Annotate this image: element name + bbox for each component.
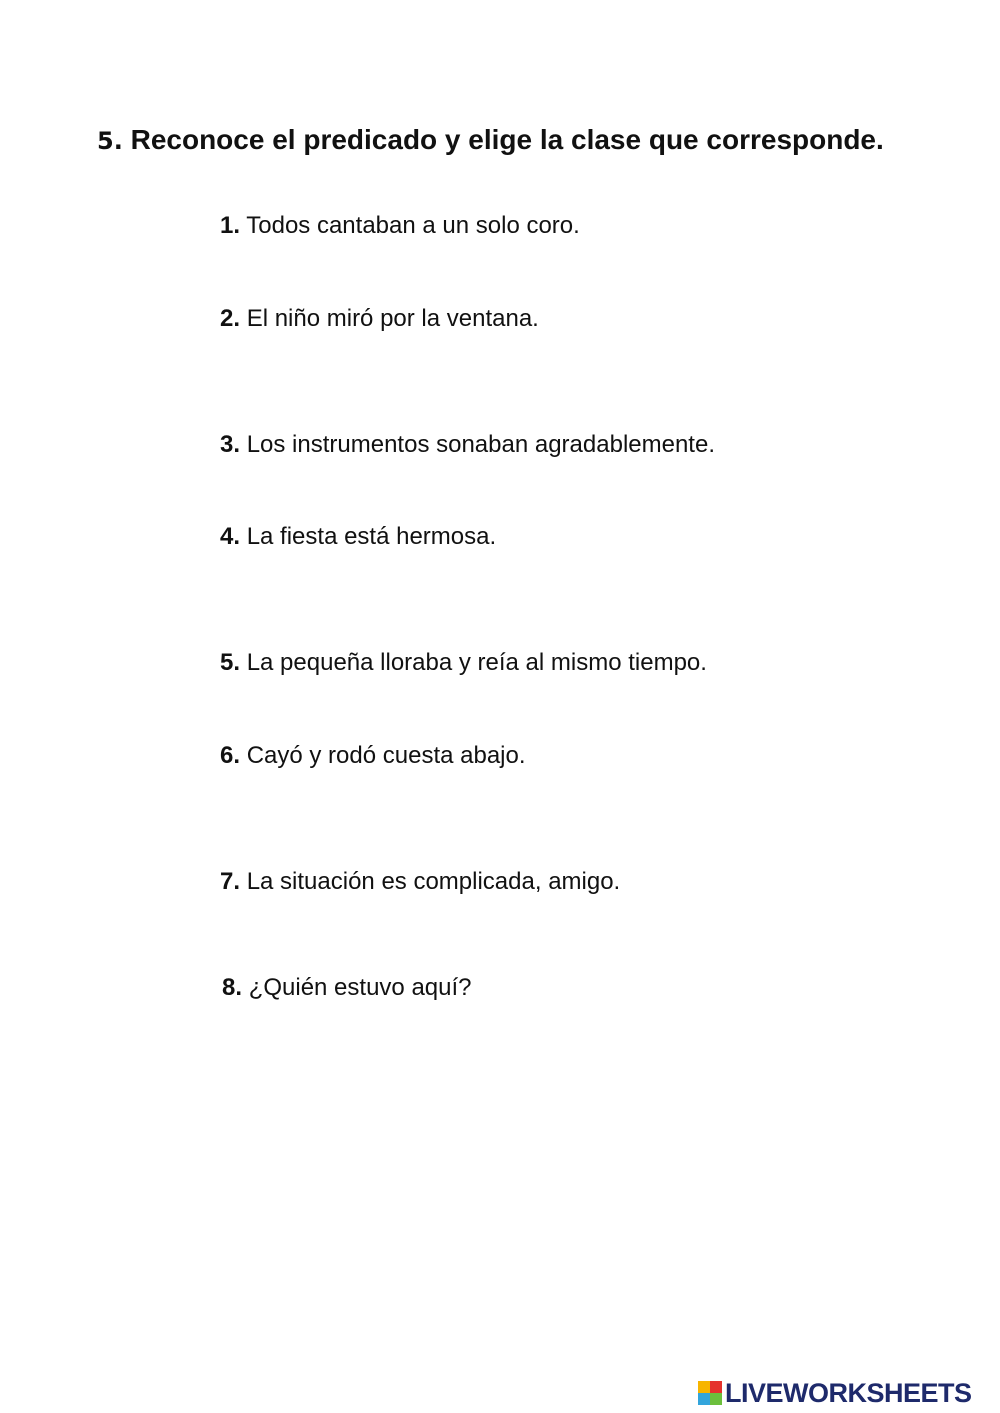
sentence-item-2 [220,305,539,333]
item-number: 1. [220,212,241,239]
item-number: 2. [220,305,241,332]
item-text: La situación es complicada, amigo. [246,868,621,895]
worksheet-title [97,124,884,156]
liveworksheets-logo-icon [698,1381,722,1405]
item-text: La fiesta está hermosa. [246,523,497,550]
item-number: 6. [220,742,241,769]
sentence-item-4 [220,523,496,551]
item-number: 7. [220,868,241,895]
logo-square-yellow [698,1381,710,1393]
title-text: Reconoce el predicado y elige la clase que corresponde. [130,124,884,155]
title-number: 5. [97,127,123,155]
sentence-item-6 [220,742,526,770]
logo-square-green [710,1393,722,1405]
item-number: 4. [220,523,241,550]
item-text: La pequeña lloraba y reía al mismo tiempo. [246,649,707,676]
brand-name: LIVEWORKSHEETS [725,1377,972,1408]
item-number: 8. [222,974,243,1001]
liveworksheets-logo [698,1377,972,1409]
sentence-item-7 [220,868,620,896]
item-number: 5. [220,649,241,676]
logo-square-blue [698,1393,710,1405]
item-text: Cayó y rodó cuesta abajo. [246,742,526,769]
item-text: ¿Quién estuvo aquí? [248,974,472,1001]
sentence-item-3 [220,431,715,459]
item-text: Todos cantaban a un solo coro. [246,212,580,239]
item-text: El niño miró por la ventana. [246,305,539,332]
sentence-item-8 [222,974,472,1002]
logo-square-red [710,1381,722,1393]
item-text: Los instrumentos sonaban agradablemente. [246,431,715,458]
item-number: 3. [220,431,241,458]
sentence-item-1 [220,212,580,240]
sentence-item-5 [220,649,707,677]
